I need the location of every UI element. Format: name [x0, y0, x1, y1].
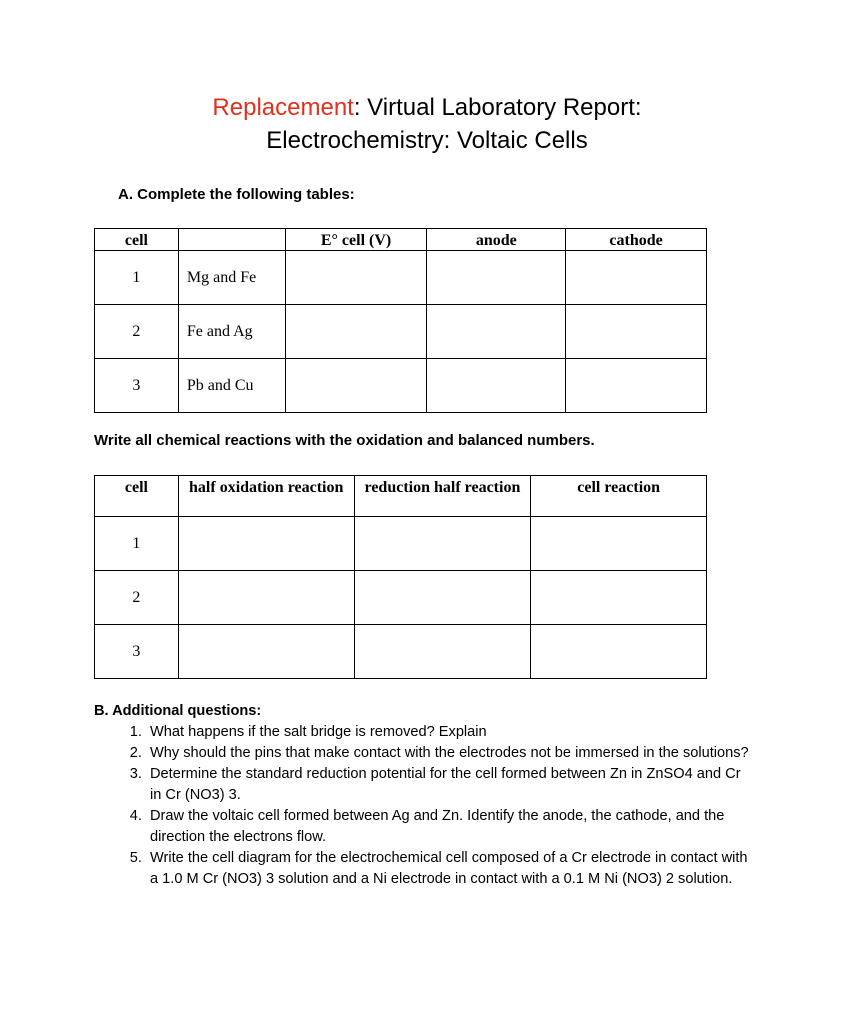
reduction-half-value[interactable] — [354, 625, 531, 679]
cells-table — [94, 228, 707, 413]
header-pair — [178, 229, 285, 251]
cell-reaction-value[interactable] — [531, 625, 707, 679]
electrode-pair: Fe and Ag — [178, 305, 285, 359]
reduction-half-value[interactable] — [354, 571, 531, 625]
cell-number: 1 — [95, 517, 179, 571]
half-oxidation-value[interactable] — [178, 517, 354, 571]
cathode-value[interactable] — [566, 251, 707, 305]
questions-list — [94, 722, 754, 890]
reduction-half-value[interactable] — [354, 517, 531, 571]
cell-number: 2 — [95, 571, 179, 625]
electrode-pair: Pb and Cu — [178, 359, 285, 413]
reactions-table — [94, 475, 707, 679]
cells-table-header-row — [95, 229, 707, 251]
replacement-label: Replacement — [212, 94, 354, 121]
anode-value[interactable] — [427, 305, 566, 359]
e-cell-value[interactable] — [285, 305, 427, 359]
list-item: 5. Write the cell diagram for the electrochemical cell composed of a Cr electrode in contact with a 1.0 M Cr (NO3) 3 solution and a Ni electrode in contact with a 0.1 M Ni (NO3) 2 solution. — [146, 848, 754, 890]
header-cell-reaction: cell reaction — [531, 476, 707, 517]
report-title-line-2: Electrochemistry: Voltaic Cells — [266, 127, 588, 154]
cell-number: 3 — [95, 359, 179, 413]
cell-number: 2 — [95, 305, 179, 359]
anode-value[interactable] — [427, 251, 566, 305]
cell-reaction-value[interactable] — [531, 571, 707, 625]
half-oxidation-value[interactable] — [178, 625, 354, 679]
list-item: 2. Why should the pins that make contact with the electrodes not be immersed in the solutions? — [146, 743, 754, 764]
cathode-value[interactable] — [566, 305, 707, 359]
header-reduction-half: reduction half reaction — [354, 476, 531, 517]
header-e-cell: E° cell (V) — [285, 229, 427, 251]
e-cell-value[interactable] — [285, 359, 427, 413]
header-cell: cell — [95, 229, 179, 251]
half-oxidation-value[interactable] — [178, 571, 354, 625]
table-row — [95, 251, 707, 305]
header-cathode: cathode — [566, 229, 707, 251]
header-anode: anode — [427, 229, 566, 251]
list-item: 1. What happens if the salt bridge is removed? Explain — [146, 722, 754, 743]
cell-number: 1 — [95, 251, 179, 305]
table-row — [95, 359, 707, 413]
table-row — [95, 517, 707, 571]
electrode-pair: Mg and Fe — [178, 251, 285, 305]
cathode-value[interactable] — [566, 359, 707, 413]
table-row — [95, 305, 707, 359]
header-cell: cell — [95, 476, 179, 517]
table-row — [95, 571, 707, 625]
cell-number: 3 — [95, 625, 179, 679]
table-row — [95, 625, 707, 679]
list-item: 4. Draw the voltaic cell formed between Ag and Zn. Identify the anode, the cathode, and the direction the electrons flow. — [146, 806, 754, 848]
e-cell-value[interactable] — [285, 251, 427, 305]
section-a-heading: A. Complete the following tables: — [118, 186, 355, 203]
reactions-table-header-row — [95, 476, 707, 517]
section-b — [94, 701, 754, 890]
header-half-oxidation: half oxidation reaction — [178, 476, 354, 517]
anode-value[interactable] — [427, 359, 566, 413]
report-title-line-1 — [0, 94, 854, 122]
title-rest: : Virtual Laboratory Report: — [353, 94, 642, 121]
cell-reaction-value[interactable] — [531, 517, 707, 571]
list-item: 3. Determine the standard reduction potential for the cell formed between Zn in ZnSO4 and Cr in Cr (NO3) 3. — [146, 764, 754, 806]
reactions-instruction: Write all chemical reactions with the oxidation and balanced numbers. — [94, 432, 595, 449]
section-b-heading: B. Additional questions: — [94, 703, 262, 719]
